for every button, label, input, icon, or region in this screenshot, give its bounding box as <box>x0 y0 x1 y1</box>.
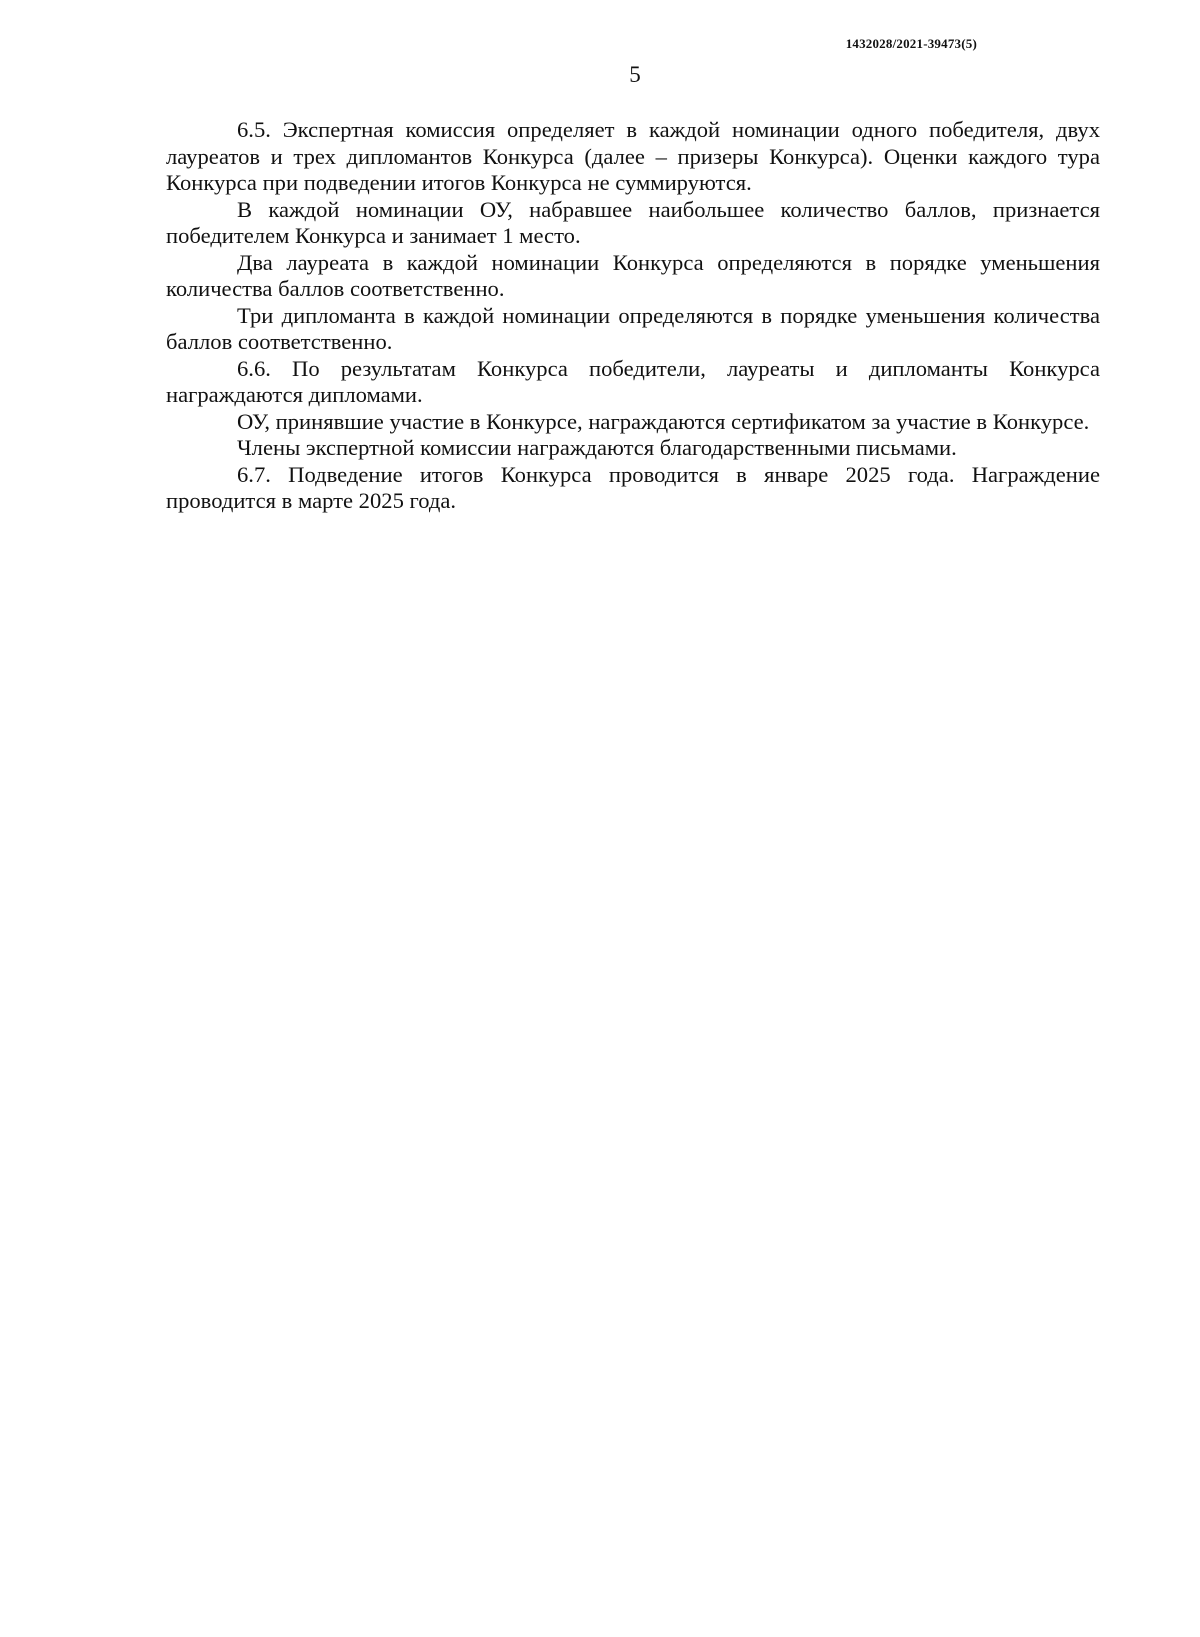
paragraph-6-5: 6.5. Экспертная комиссия определяет в каждой номинации одного победителя, двух лауреатов и трех дипломантов Конкурса (далее – призеры Конкурса). Оценки каждого тура Конкурса при подведении итогов Конкурса не суммируются. <box>166 117 1100 195</box>
document-registration-number: 1432028/2021-39473(5) <box>845 36 977 51</box>
page-number: 5 <box>629 62 641 87</box>
paragraph-6-6: 6.6. По результатам Конкурса победители, лауреаты и дипломанты Конкурса награждаются дипломами. <box>166 355 1100 407</box>
document-body <box>166 117 1100 515</box>
paragraph-6-7: 6.7. Подведение итогов Конкурса проводится в январе 2025 года. Награждение проводится в марте 2025 года. <box>166 461 1100 513</box>
paragraph-participants: ОУ, принявшие участие в Конкурсе, награждаются сертификатом за участие в Конкурсе. <box>237 408 1090 434</box>
paragraph-commission-members: Члены экспертной комиссии награждаются благодарственными письмами. <box>237 435 957 460</box>
paragraph-winner: В каждой номинации ОУ, набравшее наибольшее количество баллов, признается победителем Конкурса и занимает 1 место. <box>166 196 1100 248</box>
paragraph-laureates: Два лауреата в каждой номинации Конкурса определяются в порядке уменьшения количества баллов соответственно. <box>166 249 1100 301</box>
paragraph-diploma-holders: Три дипломанта в каждой номинации определяются в порядке уменьшения количества баллов соответственно. <box>166 302 1100 354</box>
